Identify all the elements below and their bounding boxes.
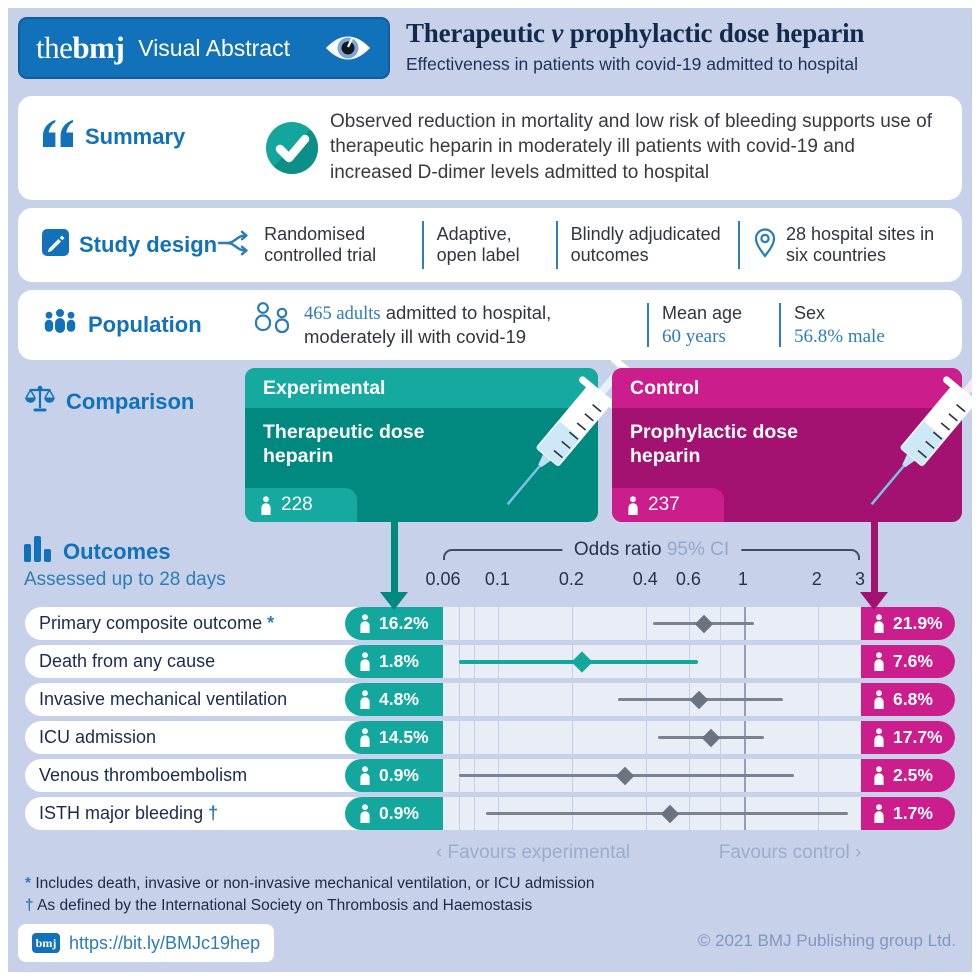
favours-control-label: Favours control › bbox=[718, 842, 862, 863]
control-header: Control bbox=[612, 368, 962, 408]
person-icon bbox=[873, 690, 885, 709]
experimental-value-badge bbox=[345, 683, 443, 716]
fact-label: Sex bbox=[794, 302, 826, 323]
footnote-mark: † bbox=[203, 803, 219, 823]
footnote-mark: † bbox=[25, 897, 34, 915]
experimental-pct: 16.2% bbox=[379, 613, 429, 633]
summary-label: Summary bbox=[85, 123, 186, 149]
person-icon bbox=[873, 766, 885, 785]
outcome-row bbox=[25, 683, 955, 716]
person-icon bbox=[873, 804, 885, 823]
population-label: Population bbox=[88, 312, 202, 337]
outcome-label: ISTH major bleeding † bbox=[39, 803, 219, 823]
logo-bmj: bmj bbox=[72, 30, 125, 65]
experimental-pct: 1.8% bbox=[379, 651, 419, 671]
gridline bbox=[474, 721, 475, 754]
control-n-badge bbox=[612, 488, 724, 522]
study-design-card bbox=[18, 208, 962, 282]
copyright: © 2021 BMJ Publishing group Ltd. bbox=[697, 931, 956, 950]
outcome-row bbox=[25, 721, 955, 754]
experimental-pct: 4.8% bbox=[379, 689, 419, 709]
axis-tick: 1 bbox=[737, 569, 748, 589]
outcome-row bbox=[25, 645, 955, 678]
footnote-text: Includes death, invasive or non-invasive mechanical ventilation, or ICU admission bbox=[35, 875, 595, 892]
population-n: 465 adults bbox=[304, 303, 381, 324]
population-icon bbox=[42, 308, 78, 342]
outcome-row bbox=[25, 759, 955, 792]
person-icon bbox=[359, 766, 371, 785]
odds-ratio-point bbox=[690, 690, 708, 708]
outcome-label: Invasive mechanical ventilation bbox=[39, 689, 288, 709]
gridline bbox=[646, 607, 647, 640]
control-value-badge bbox=[861, 759, 955, 792]
control-pct: 1.7% bbox=[893, 803, 933, 823]
axis-title bbox=[562, 539, 741, 561]
control-value-badge bbox=[861, 797, 955, 830]
divider bbox=[422, 221, 424, 269]
person-icon bbox=[359, 804, 371, 823]
control-value-badge bbox=[861, 683, 955, 716]
experimental-name: Therapeutic dose heparin bbox=[263, 421, 425, 468]
gridline bbox=[459, 607, 460, 640]
outcome-row bbox=[25, 797, 955, 830]
control-arm-card bbox=[612, 368, 962, 522]
title-part: Therapeutic bbox=[406, 18, 552, 48]
title-part: prophylactic dose heparin bbox=[563, 18, 865, 48]
experimental-pct: 14.5% bbox=[379, 727, 429, 747]
fact-value: 60 years bbox=[662, 325, 726, 347]
adults-outline-icon bbox=[252, 301, 292, 350]
gridline bbox=[818, 645, 819, 678]
axis-tick: 0.1 bbox=[484, 569, 510, 589]
person-icon bbox=[873, 614, 885, 633]
forest-plot-cell bbox=[443, 683, 861, 716]
odds-ratio-point bbox=[702, 728, 720, 746]
divider bbox=[738, 221, 740, 269]
experimental-pct: 0.9% bbox=[379, 803, 419, 823]
experimental-n: 228 bbox=[281, 494, 313, 515]
axis-ci-text: 95% CI bbox=[666, 539, 730, 560]
experimental-value-badge bbox=[345, 759, 443, 792]
gridline bbox=[818, 607, 819, 640]
comparison-label: Comparison bbox=[66, 388, 195, 414]
summary-text: Observed reduction in mortality and low risk of bleeding supports use of therapeutic heparin in moderately ill patients with covid-19 and increased D-dimer levels admitted to hospital bbox=[330, 111, 932, 183]
forest-plot-cell bbox=[443, 607, 861, 640]
control-value-badge bbox=[861, 645, 955, 678]
forest-plot-cell bbox=[443, 759, 861, 792]
gridline bbox=[818, 683, 819, 716]
logo-label: Visual Abstract bbox=[138, 34, 290, 61]
population-description: admitted to hospital, moderately ill with covid-19 bbox=[304, 301, 552, 347]
person-icon bbox=[359, 614, 371, 633]
randomisation-branch-icon bbox=[217, 228, 255, 263]
gridline bbox=[498, 607, 499, 640]
forest-plot-cell bbox=[443, 797, 861, 830]
outcome-row bbox=[25, 607, 955, 640]
summary-card bbox=[18, 96, 962, 200]
favours-experimental-label: ‹ Favours experimental bbox=[435, 842, 631, 863]
outcomes-label: Outcomes bbox=[63, 539, 171, 564]
experimental-pct: 0.9% bbox=[379, 765, 419, 785]
outcomes-sublabel: Assessed up to 28 days bbox=[24, 569, 226, 590]
study-design-item: Blindly adjudicated outcomes bbox=[570, 223, 721, 265]
share-link[interactable] bbox=[18, 924, 274, 962]
gridline bbox=[474, 797, 475, 830]
control-n: 237 bbox=[648, 494, 680, 515]
bmj-mini-logo: bmj bbox=[32, 933, 60, 953]
control-value-badge bbox=[861, 721, 955, 754]
gridline bbox=[498, 721, 499, 754]
scales-icon bbox=[24, 384, 56, 419]
fact-value: 56.8% male bbox=[794, 325, 885, 347]
check-circle-icon bbox=[265, 121, 319, 180]
sex-fact bbox=[794, 303, 924, 348]
eye-icon bbox=[324, 33, 372, 63]
person-icon bbox=[359, 728, 371, 747]
reference-line bbox=[744, 645, 746, 678]
footnote bbox=[25, 873, 595, 895]
footnote bbox=[25, 895, 595, 917]
experimental-value-badge bbox=[345, 797, 443, 830]
control-pct: 2.5% bbox=[893, 765, 933, 785]
comparison-section-label bbox=[24, 384, 194, 419]
axis-title-text: Odds ratio bbox=[573, 539, 662, 560]
odds-ratio-axis bbox=[425, 539, 866, 602]
page-subtitle: Effectiveness in patients with covid-19 admitted to hospital bbox=[406, 54, 859, 74]
control-value-badge bbox=[861, 607, 955, 640]
forest-plot-cell bbox=[443, 645, 861, 678]
person-icon bbox=[627, 496, 639, 515]
person-icon bbox=[873, 728, 885, 747]
title-v: v bbox=[551, 18, 564, 48]
share-link-url[interactable]: https://bit.ly/BMJc19hep bbox=[69, 932, 261, 953]
logo-the: the bbox=[36, 30, 73, 65]
gridline bbox=[818, 721, 819, 754]
control-name: Prophylactic dose heparin bbox=[630, 421, 798, 468]
axis-tick: 0.4 bbox=[632, 569, 658, 589]
outcome-label: Death from any cause bbox=[39, 651, 216, 671]
odds-ratio-point bbox=[616, 766, 634, 784]
gridline bbox=[459, 721, 460, 754]
odds-ratio-point bbox=[660, 804, 678, 822]
study-design-section-label bbox=[42, 229, 217, 262]
odds-ratio-point bbox=[571, 651, 592, 672]
control-pct: 6.8% bbox=[893, 689, 933, 709]
bar-chart-icon bbox=[24, 536, 53, 568]
pencil-icon bbox=[42, 229, 69, 262]
page-title bbox=[406, 18, 966, 49]
control-pct: 21.9% bbox=[893, 613, 943, 633]
gridline bbox=[459, 797, 460, 830]
mean-age-fact bbox=[662, 303, 766, 348]
divider bbox=[556, 221, 558, 269]
population-card bbox=[18, 290, 962, 360]
gridline bbox=[646, 721, 647, 754]
gridline bbox=[818, 759, 819, 792]
outcomes-section-label bbox=[24, 536, 171, 568]
person-icon bbox=[260, 496, 272, 515]
axis-ticks bbox=[425, 569, 866, 593]
study-design-item: 28 hospital sites in six countries bbox=[786, 223, 935, 265]
study-design-label: Study design bbox=[79, 232, 218, 257]
experimental-n-badge bbox=[245, 488, 357, 522]
footnote-mark: * bbox=[25, 875, 32, 892]
gridline bbox=[720, 645, 721, 678]
study-design-item: Randomised controlled trial bbox=[264, 223, 377, 265]
gridline bbox=[572, 607, 573, 640]
experimental-arm-card bbox=[245, 368, 598, 522]
axis-tick: 0.06 bbox=[425, 569, 461, 589]
outcome-label: Primary composite outcome * bbox=[39, 613, 275, 633]
experimental-value-badge bbox=[345, 721, 443, 754]
outcome-label: Venous thromboembolism bbox=[39, 765, 248, 785]
gridline bbox=[572, 721, 573, 754]
axis-tick: 0.6 bbox=[675, 569, 701, 589]
quote-icon bbox=[42, 120, 75, 153]
control-pct: 17.7% bbox=[893, 727, 943, 747]
outcomes-table bbox=[25, 607, 955, 835]
experimental-value-badge bbox=[345, 645, 443, 678]
footnotes bbox=[25, 873, 595, 918]
bmj-logo-banner[interactable] bbox=[18, 17, 390, 79]
person-icon bbox=[359, 690, 371, 709]
person-icon bbox=[359, 652, 371, 671]
divider bbox=[779, 303, 781, 347]
study-design-item: Adaptive, open label bbox=[436, 223, 520, 265]
odds-ratio-point bbox=[695, 614, 713, 632]
footnote-mark: * bbox=[262, 613, 275, 633]
axis-tick: 3 bbox=[854, 569, 866, 589]
experimental-value-badge bbox=[345, 607, 443, 640]
footnote-text: As defined by the International Society on Thrombosis and Haemostasis bbox=[37, 897, 533, 915]
summary-section-label bbox=[42, 120, 185, 153]
location-pin-icon bbox=[753, 227, 777, 264]
axis-tick: 2 bbox=[811, 569, 822, 589]
control-pct: 7.6% bbox=[893, 651, 933, 671]
gridline bbox=[474, 683, 475, 716]
gridline bbox=[572, 683, 573, 716]
population-text bbox=[304, 302, 634, 348]
outcome-label: ICU admission bbox=[39, 727, 157, 747]
gridline bbox=[474, 607, 475, 640]
population-section-label bbox=[42, 308, 234, 342]
fact-label: Mean age bbox=[662, 302, 743, 323]
gridline bbox=[459, 683, 460, 716]
experimental-header: Experimental bbox=[245, 368, 598, 408]
divider bbox=[647, 303, 649, 347]
gridline bbox=[498, 683, 499, 716]
axis-tick: 0.2 bbox=[558, 569, 584, 589]
person-icon bbox=[873, 652, 885, 671]
forest-plot-cell bbox=[443, 721, 861, 754]
